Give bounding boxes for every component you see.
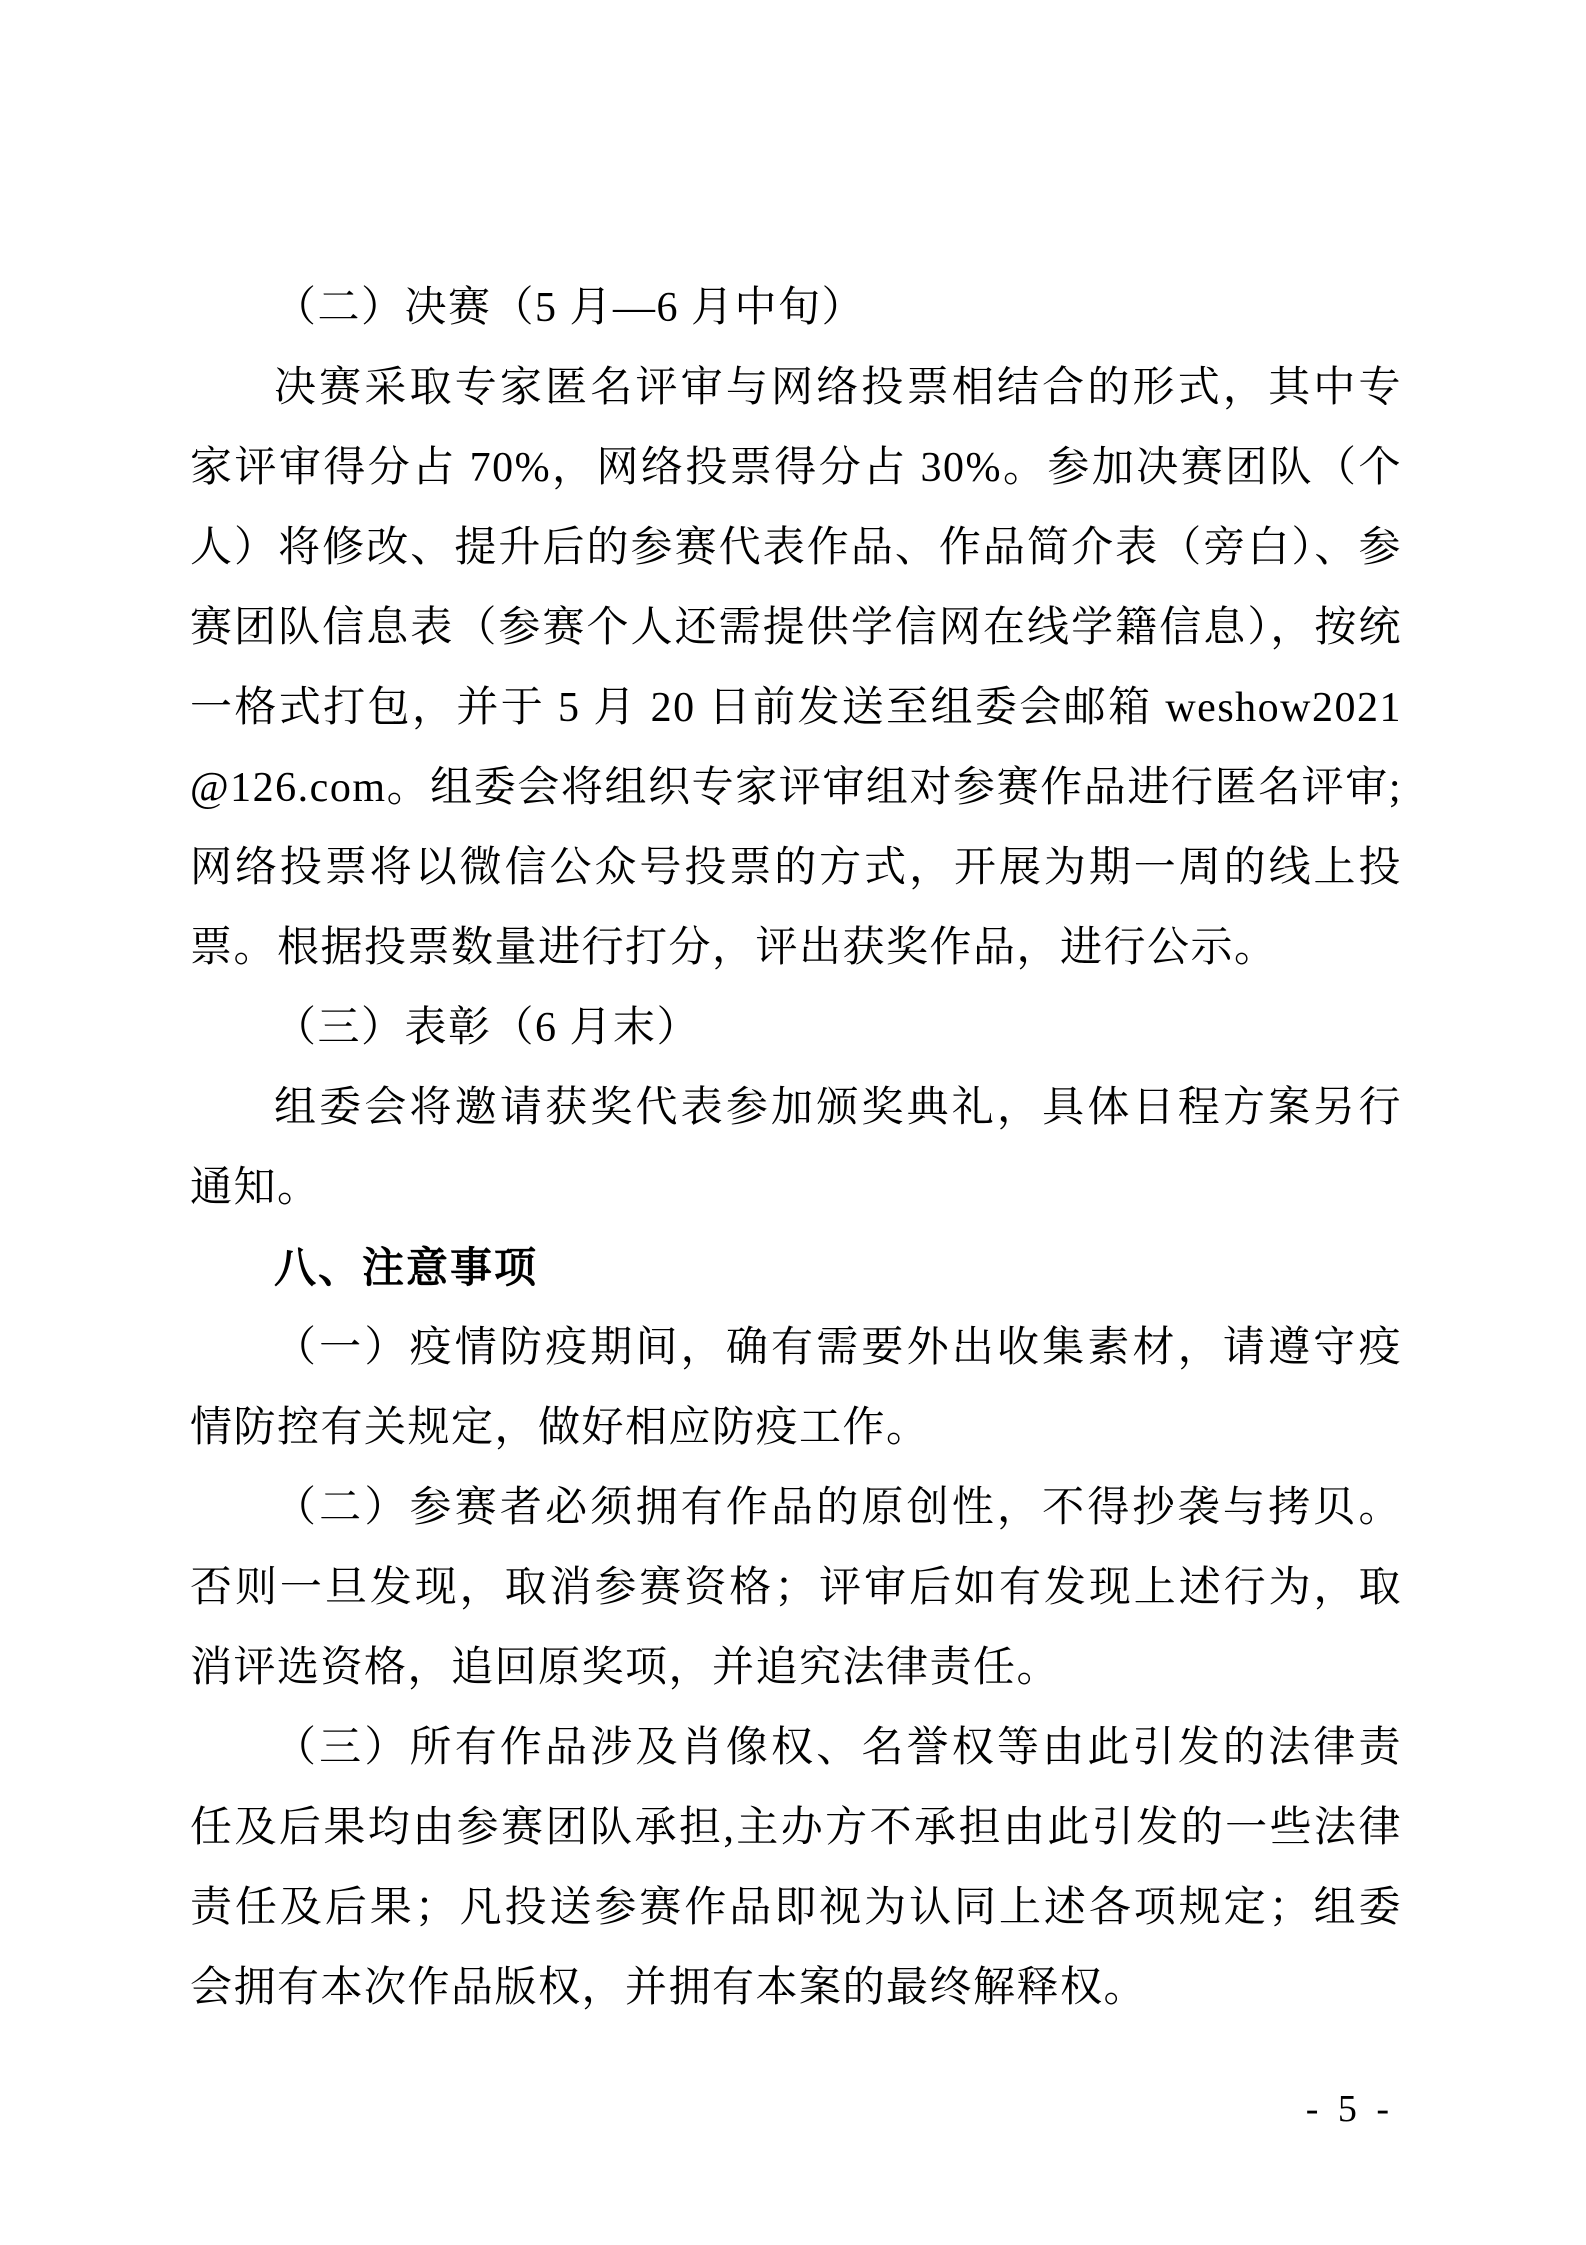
- subheading-awards-stage: （三）表彰（6 月末）: [274, 1005, 701, 1051]
- paragraph-awards-ceremony: 组委会将邀请获奖代表参加颁奖典礼，具体日程方案另行通知。: [190, 1085, 1402, 1211]
- paragraph-note-1: （一）疫情防疫期间，确有需要外出收集素材，请遵守疫情防控有关规定，做好相应防疫工作。: [190, 1325, 1402, 1451]
- paragraph-note-2: （二）参赛者必须拥有作品的原创性，不得抄袭与拷贝。否则一旦发现，取消参赛资格；评审后如有发现上述行为，取消评选资格，追回原奖项，并追究法律责任。: [190, 1485, 1402, 1691]
- section-heading-notes: 八、注意事项: [274, 1244, 539, 1291]
- paragraph-note-3: （三）所有作品涉及肖像权、名誉权等由此引发的法律责任及后果均由参赛团队承担,主办方不承担由此引发的一些法律责任及后果；凡投送参赛作品即视为认同上述各项规定；组委会拥有本次作品版权，并拥有本案的最终解释权。: [190, 1725, 1402, 2011]
- paragraph-final-stage-details: 决赛采取专家匿名评审与网络投票相结合的形式，其中专家评审得分占 70%，网络投票得分占 30%。参加决赛团队（个人）将修改、提升后的参赛代表作品、作品简介表（旁白）、参赛团队信息表（参赛个人还需提供学信网在线学籍信息），按统一格式打包，并于 5 月 20 日前发送至组委会邮箱 weshow2021@126.com。组委会将组织专家评审组对参赛作品进行匿名评审;网络投票将以微信公众号投票的方式，开展为期一周的线上投票。根据投票数量进行打分，评出获奖作品，进行公示。: [190, 365, 1402, 971]
- document-body: [190, 268, 1402, 2028]
- subheading-final-stage: （二）决赛（5 月—6 月中旬）: [274, 285, 866, 331]
- page-number: - 5 -: [1305, 2088, 1394, 2130]
